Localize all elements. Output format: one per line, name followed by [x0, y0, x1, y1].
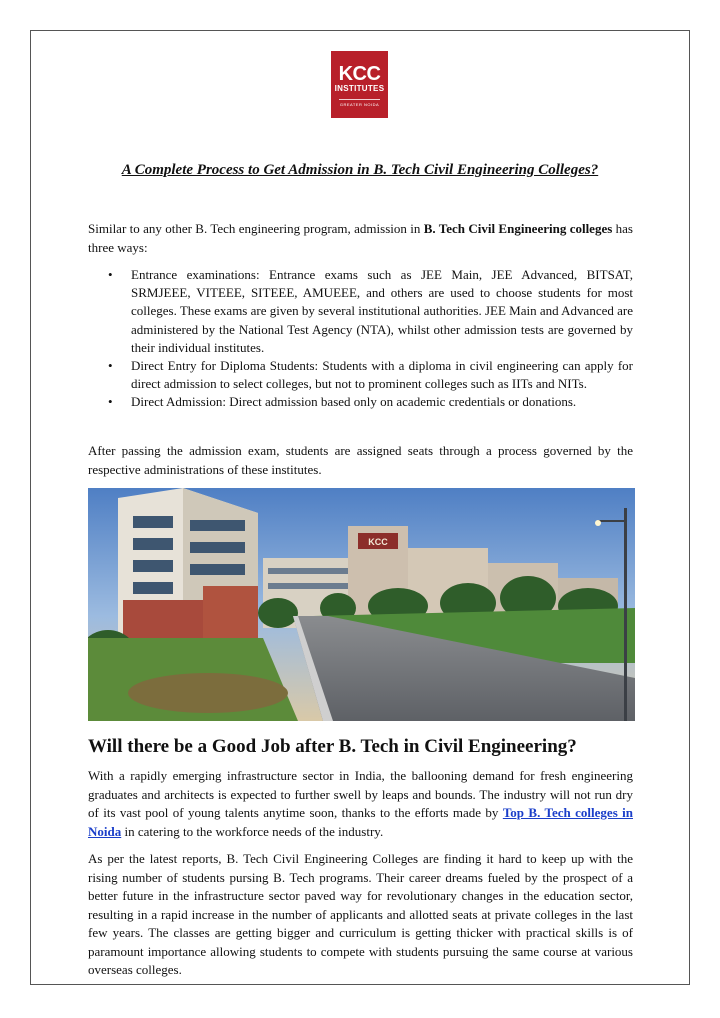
intro-text-end: has three ways: [88, 221, 633, 255]
admission-ways-list [108, 266, 633, 412]
kcc-logo [331, 51, 388, 118]
list-item: • Direct Entry for Diploma Students: Students with a diploma in civil engineering can apply for direct admission to select colleges, but not to prominent colleges such as IITs and NITs. [108, 357, 633, 393]
logo-rule [339, 99, 380, 100]
job-paragraph-2: As per the latest reports, B. Tech Civil Engineering Colleges are finding it hard to keep up with the rising number of students pursing B. Tech programs. Their career dreams fueled by the prospect of a better future in the infrastructure sector paved way for revolutionary changes in the education sector, resulting in a rapid increase in the number of applicants and allotted seats at private colleges in the last few years. The classes are getting bigger and curriculum is getting thicker with practical skills is of paramount importance allowing students to compete with students pursuing the same course at various overseas colleges. [88, 851, 633, 977]
building-sign: KCC [368, 537, 388, 547]
para1-text-end: in catering to the workforce needs of the industry. [121, 823, 384, 839]
campus-photo [88, 488, 635, 721]
list-item: • Entrance examinations: Entrance exams such as JEE Main, JEE Advanced, BITSAT, SRMJEEE, VITEEE, SITEEE, AMUEEE, and others are used to choose students for most colleges. These exams are given by several institutional authorities. JEE Main and Advanced are administered by the National Test Agency (NTA), whilst other admission tests are governed by their individual institutes. [108, 266, 633, 357]
job-paragraph-1 [88, 767, 633, 841]
logo-text-institutes: INSTITUTES [334, 84, 385, 93]
after-bullets-paragraph: After passing the admission exam, students are assigned seats through a process governed by the respective administrations of these institutes. [88, 443, 633, 477]
list-item: • Direct Admission: Direct admission based only on academic credentials or donations. [108, 393, 633, 411]
document-title: A Complete Process to Get Admission in B. Tech Civil Engineering Colleges? [121, 162, 599, 178]
para1-text-start: With a rapidly emerging infrastructure sector in India, the ballooning demand for fresh engineering graduates and architects is expected to further swell by leaps and bounds. The industry will not run dry of its vast pool of young talents anytime soon, thanks to the efforts made by [88, 768, 633, 820]
section-heading: Will there be a Good Job after B. Tech in Civil Engineering? [88, 736, 577, 757]
logo-text-kcc: KCC [338, 63, 381, 85]
intro-paragraph [88, 220, 633, 257]
intro-bold-text: B. Tech Civil Engineering colleges [423, 221, 613, 236]
logo-text-location: GREATER NOIDA [339, 102, 380, 107]
intro-text-start: Similar to any other B. Tech engineering program, admission in [88, 221, 424, 236]
top-btech-colleges-link[interactable]: Top B. Tech colleges in Noida [88, 805, 633, 839]
